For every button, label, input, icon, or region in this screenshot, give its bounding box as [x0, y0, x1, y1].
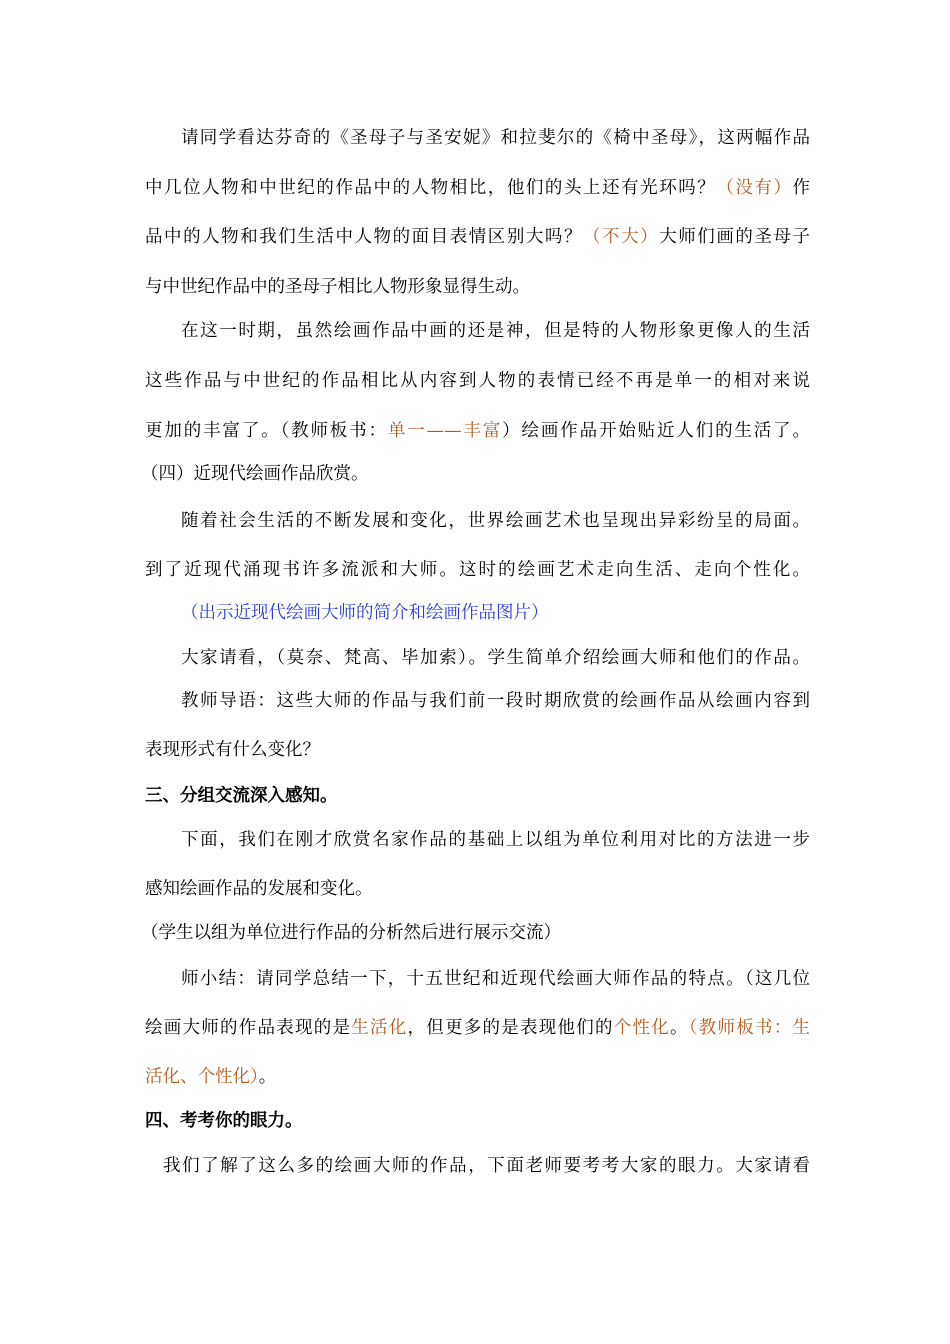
- p7-line-3-period: 。: [258, 1067, 277, 1087]
- p6-line-2: 感知绘画作品的发展和变化。: [145, 879, 373, 899]
- p5-line-1: 教师导语：这些大师的作品与我们前一段时期欣赏的绘画作品从绘画内容到: [181, 691, 810, 711]
- p6-line-1: 下面，我们在刚才欣赏名家作品的基础上以组为单位利用对比的方法进一步: [181, 830, 810, 850]
- p3-line-1: 随着社会生活的不断发展和变化，世界绘画艺术也呈现出异彩纷呈的局面。: [181, 511, 810, 531]
- p8-line: 我们了解了这么多的绘画大师的作品，下面老师要考考大家的眼力。大家请看: [163, 1156, 810, 1176]
- p2-line-3: [145, 419, 810, 443]
- group-work-note: （学生以组为单位进行作品的分析然后进行展示交流）: [141, 923, 561, 943]
- board-note-end: 活化、个性化）: [145, 1067, 259, 1087]
- keyword-individualized: 个性化: [613, 1018, 670, 1038]
- heading-three: 三、分组交流深入感知。: [145, 786, 338, 806]
- p1-line-3: [145, 225, 810, 249]
- heading-four: 四、考考你的眼力。: [145, 1111, 303, 1131]
- show-images-note: （出示近现代绘画大师的简介和绘画作品图片）: [181, 603, 549, 623]
- p1-line-2-tail: 作: [792, 178, 810, 198]
- p7-line-3: [145, 1065, 810, 1089]
- section-four-subtitle: （四）近现代绘画作品欣赏。: [141, 464, 369, 484]
- answer-not-much: （不大）: [583, 227, 660, 247]
- p7-line-2-period: 。: [670, 1018, 689, 1038]
- p5-line-2: 表现形式有什么变化？: [145, 740, 320, 760]
- p2-line-1: 在这一时期，虽然绘画作品中画的还是神，但是特的人物形象更像人的生活: [181, 321, 810, 341]
- p1-line-2-text: 中几位人物和中世纪的作品中的人物相比，他们的头上还有光环吗？: [145, 178, 717, 198]
- answer-no: （没有）: [716, 178, 793, 198]
- p7-line-1: 师小结：请同学总结一下，十五世纪和近现代绘画大师作品的特点。（这几位: [181, 969, 810, 989]
- p7-line-2: [145, 1016, 810, 1040]
- keyword-lifelike: 生活化: [351, 1018, 408, 1038]
- p2-line-3-text: 更加的丰富了。（教师板书：: [145, 421, 388, 441]
- p1-line-3-text: 品中的人物和我们生活中人物的面目表情区别大吗？: [145, 227, 584, 247]
- p1-line-1: 请同学看达芬奇的《圣母子与圣安妮》和拉斐尔的《椅中圣母》，这两幅作品: [181, 128, 810, 148]
- board-note-single-rich: 单一——丰富: [387, 421, 503, 441]
- p7-line-2-mid: ，但更多的是表现他们的: [407, 1018, 614, 1038]
- p1-line-3-tail: 大师们画的圣母子: [659, 227, 810, 247]
- board-note-start: （教师板书：生: [688, 1018, 810, 1038]
- p7-line-2-text: 绘画大师的作品表现的是: [145, 1018, 352, 1038]
- p1-line-4: 与中世纪作品中的圣母子相比人物形象显得生动。: [145, 277, 530, 297]
- p2-line-3-tail: ）绘画作品开始贴近人们的生活了。: [502, 421, 810, 441]
- p3-line-2: 到了近现代涌现书许多流派和大师。这时的绘画艺术走向生活、走向个性化。: [145, 560, 810, 580]
- p4-line: 大家请看，（莫奈、梵高、毕加索）。学生简单介绍绘画大师和他们的作品。: [181, 648, 810, 668]
- p2-line-2: 这些作品与中世纪的作品相比从内容到人物的表情已经不再是单一的相对来说: [145, 371, 810, 391]
- p1-line-2: [145, 176, 810, 200]
